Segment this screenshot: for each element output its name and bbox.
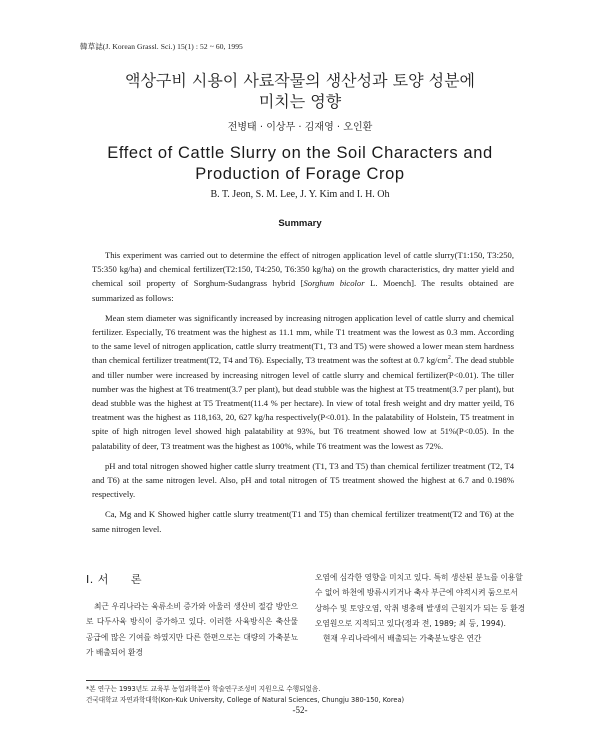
summary-paragraph-4: Ca, Mg and K Showed higher cattle slurry treatment(T1 and T5) than chemical fertilizer treatment(T2 and T6) at the same nitrogen level. [92, 509, 514, 534]
footnote-affiliation: 건국대학교 자연과학대학(Kon-Kuk University, College of Natural Sciences, Chungju 380-150, Korea) [86, 696, 405, 704]
right-column-paragraph-2: 현재 우리나라에서 배출되는 가축분뇨량은 연간 [323, 634, 482, 644]
scientific-name: Sorghum bicolor [303, 278, 365, 289]
footnote-funding: *본 연구는 1993년도 교육부 농업과학분야 학술연구조성비 지원으로 수행되었음. [86, 685, 321, 693]
right-column-paragraph-1: 오염에 심각한 영향을 미치고 있다. 특히 생산된 분뇨를 이용할 수 없어 하천에 방류시키거나 축사 부근에 야적시켜 둠으로서 상하수 및 토양오염, 악취 병충해 발생의 근원지가 되는 등 환경오염원으로 지적되고 있다(정과 전, 1989; 최 등, 1994). [315, 573, 526, 628]
superscript: 2 [447, 355, 451, 362]
summary-paragraph-1 [92, 248, 514, 305]
summary-p2-text-b: . The dead stubble and tiller number were increased by increasing nitrogen level of cattle slurry and chemical fertilizer(P<0.01). The tiller number was the highest at T6 treatment(3.7 per plant), but dead stubble was the highest at T5 treatment(3.7 per plant), but dead stubble was the highest at T5 Treatment(11.4 % per hectare). In view of total fresh weight and dry matter yeild, T6 treatment was the highest as 118,163, 20, 627 kg/ha respectively(P<0.01). In the palatability of Holstein, T5 treatment in spite of high nitrogen level showed high palatability at 93%, but T6 treatment showed low at 51%(P<0.05). In the palatability of deer, T3 treatment was the highest as 100%, while T6 treatment was the lowest as 72%. [92, 355, 514, 451]
left-column-paragraph: 최근 우리나라는 육류소비 증가와 아울러 생산비 절감 방안으로 다두사육 방식이 증가하고 있다. 이러한 사육방식은 축산물 공급에 많은 기여를 하였지만 다른 한편으로는 대량의 가축분뇨가 배출되어 환경 [86, 602, 298, 657]
english-title-line-1: Effect of Cattle Slurry on the Soil Characters and [107, 144, 493, 162]
english-title-line-2: Production of Forage Crop [195, 165, 405, 183]
footnotes [86, 684, 526, 706]
page-number: -52- [292, 705, 308, 715]
left-column [86, 599, 298, 660]
footnote-divider [86, 680, 210, 681]
korean-title-line-2: 미치는 영향 [258, 92, 342, 111]
right-column [315, 570, 527, 646]
korean-authors: 전병태 · 이상무 · 김재영 · 오인환 [227, 122, 373, 133]
summary-paragraph-2 [92, 311, 514, 453]
summary-p1-text-a: This experiment was carried out to determine the effect of nitrogen application level of cattle slurry(T1:150, T3:250, T5:350 kg/ha) and chemical fertilizer(T2:150, T4:250, T6:350 kg/ha) on the growth characteristics, dry matter yield and chemical soil property of Sorghum-Sudangrass hybrid [ [92, 250, 514, 289]
summary-p2-text-a: Mean stem diameter was significantly increased by increasing nitrogen application level of cattle slurry and chemical fertilizer. Especially, T6 treatment was the highest as 11.1 mm, while T1 treatment was the lowest as 0.3 mm. According to the same level of nitrogen application, cattle slurry treatment(T1, T3 and T5) were showed a lower mean stem hardness than chemical fertilizer treatment(T2, T4 and T6). Especially, T3 treatment was the softest at 0.7 kg/cm [92, 312, 514, 366]
section-heading-introduction [86, 571, 142, 587]
summary-paragraph-3: pH and total nitrogen showed higher cattle slurry treatment (T1, T3 and T5) than chemical fertilizer treatment (T2, T4 and T6) at the same nitrogen level. Also, pH and total nitrogen of T5 treatment showed the highest at 6.7 and 0.198% respectively. [92, 460, 514, 500]
section-word: 론 [130, 573, 143, 586]
summary-body [92, 248, 514, 542]
journal-citation: 韓草誌(J. Korean Grassl. Sci.) 15(1) : 52 ~ 60, 1995 [80, 42, 243, 51]
english-title [0, 143, 600, 185]
section-number: I. 서 [86, 573, 109, 586]
korean-title [0, 70, 600, 112]
english-authors: B. T. Jeon, S. M. Lee, J. Y. Kim and I. H. Oh [210, 189, 390, 200]
summary-heading: Summary [278, 218, 322, 229]
summary-p1-text-b: L. Moench]. The results obtained are summarized as follows: [92, 278, 514, 303]
korean-title-line-1: 액상구비 시용이 사료작물의 생산성과 토양 성분에 [124, 71, 475, 90]
